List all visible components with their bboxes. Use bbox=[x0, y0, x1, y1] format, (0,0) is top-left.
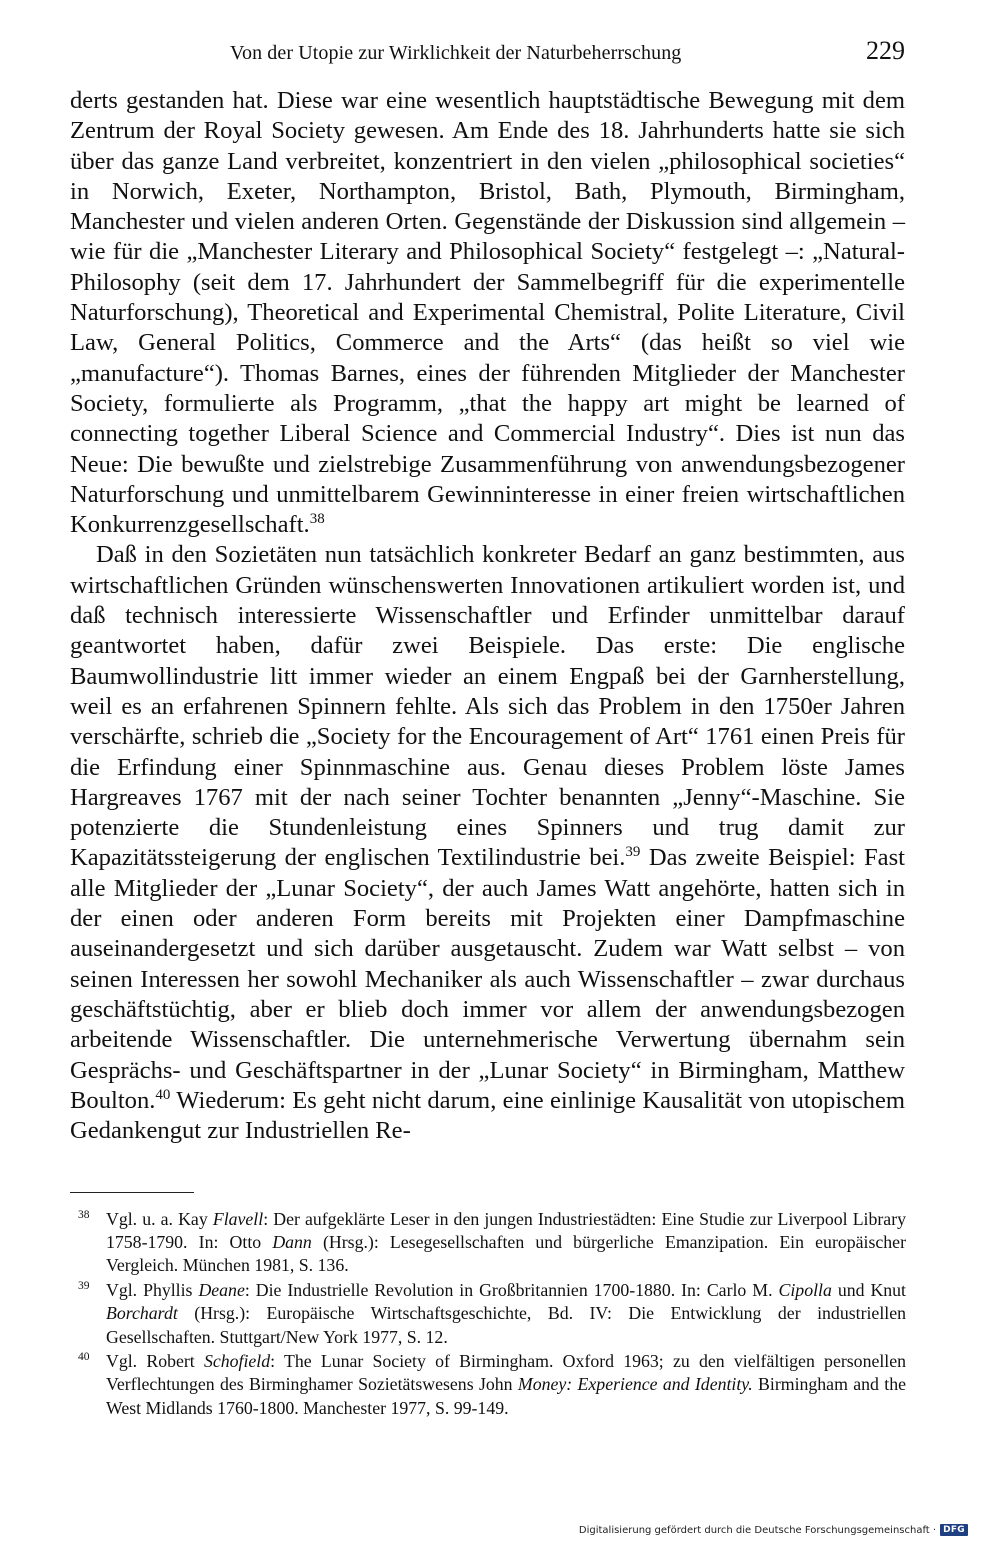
footnote-40 bbox=[70, 1350, 906, 1420]
digitization-text: Digitalisierung gefördert durch die Deutsche Forschungsgemeinschaft · bbox=[578, 1524, 937, 1536]
paragraph-2 bbox=[70, 540, 905, 1146]
author-name: Borchardt bbox=[106, 1303, 178, 1324]
footnote-text: : Die Industrielle Revolution in Großbritannien 1700-1880. In: Carlo M. bbox=[244, 1280, 779, 1301]
footnote-number: 39 bbox=[78, 1280, 90, 1293]
footnote-text: : Der aufgeklärte Leser in den jungen Industriestädten: Eine Studie zur Liverpool Library 1758-1790. In: Otto bbox=[106, 1209, 907, 1253]
book-title: Money: Experience and Identity. bbox=[517, 1374, 753, 1395]
footnote-text: : The Lunar Society of Birmingham. Oxford 1963; zu den vielfältigen personellen Verflechtungen des Birminghamer Sozietätswesens John bbox=[106, 1351, 907, 1395]
footnote-text: (Hrsg.): Lesegesellschaften und bürgerliche Emanzipation. Ein europäischer Vergleich. München 1981, S. 136. bbox=[106, 1232, 906, 1276]
footnote-text: und Knut bbox=[831, 1280, 907, 1301]
footnote-text: Vgl. Phyllis bbox=[106, 1280, 199, 1301]
footnote-ref-39[interactable]: 39 bbox=[625, 844, 641, 861]
author-name: Cipolla bbox=[778, 1280, 832, 1301]
footnote-ref-38[interactable]: 38 bbox=[309, 511, 325, 528]
footnote-38 bbox=[70, 1208, 906, 1278]
paragraph-2-text-a: Daß in den Sozietäten nun tatsächlich konkreter Bedarf an ganz bestimmten, aus wirtschaftlichen Gründen wünschenswerten Innovationen artikuliert worden ist, und daß technisch interessierte Wissenschaftler und Erfinder unmittelbar darauf geantwortet haben, dafür zwei Beispiele. Das erste: Die englische Baumwollindustrie litt immer wieder an einem Engpaß bei der Garnherstellung, weil es an erfahrenen Spinnern fehlte. Als sich das Problem in den 1750er Jahren verschärfte, schrieb die „Society for the Encouragement of Art“ 1761 einen Preis für die Erfindung einer Spinnmaschine aus. Genau dieses Problem löste James Hargreaves 1767 mit der nach seiner Tochter benannten „Jenny“-Maschine. Sie potenzierte die Stundenleistung eines Spinners und trug damit zur Kapazitätssteigerung der englischen Textilindustrie bei. bbox=[70, 541, 905, 872]
running-head bbox=[70, 36, 905, 72]
footnote-number: 40 bbox=[78, 1351, 90, 1364]
footnote-text: Birmingham and the West Midlands 1760-1800. Manchester 1977, S. 99-149. bbox=[106, 1374, 907, 1418]
footnote-text: (Hrsg.): Europäische Wirtschaftsgeschichte, Bd. IV: Die Entwicklung der industriellen Gesellschaften. Stuttgart/New York 1977, S. 12. bbox=[106, 1303, 906, 1347]
body-text bbox=[70, 86, 905, 1146]
dfg-logo-icon: DFG bbox=[940, 1524, 968, 1536]
footnote-text: Vgl. Robert bbox=[106, 1351, 204, 1372]
running-title: Von der Utopie zur Wirklichkeit der Naturbeherrschung bbox=[230, 42, 682, 64]
footnote-text: Vgl. u. a. Kay bbox=[106, 1209, 213, 1229]
author-name: Schofield bbox=[203, 1351, 271, 1372]
author-name: Flavell bbox=[212, 1209, 264, 1229]
footnote-number: 38 bbox=[78, 1209, 90, 1221]
footnote-divider bbox=[70, 1192, 194, 1193]
page-number: 229 bbox=[866, 36, 905, 65]
footnote-39 bbox=[70, 1279, 906, 1349]
paragraph-1-text: derts gestanden hat. Diese war eine wesentlich hauptstädtische Bewegung mit dem Zentrum der Royal Society gewesen. Am Ende des 18. Jahrhunderts hatte sie sich über das ganze Land verbreitet, konzentriert in den vielen „philosophical societies“ in Norwich, Exeter, Northampton, Bristol, Bath, Plymouth, Birmingham, Manchester und vielen anderen Orten. Gegenstände der Diskussion sind allgemein – wie für die „Manchester Literary and Philosophical Society“ festgelegt –: „Natural-Philosophy (seit dem 17. Jahrhundert der Sammelbegriff für die experimentelle Naturforschung), Theoretical and Experimental Chemistral, Polite Literature, Civil Law, General Politics, Commerce and the Arts“ (das heißt so viel wie „manufacture“). Thomas Barnes, eines der führenden Mitglieder der Manchester Society, formulierte als Programm, „that the happy art might be learned of connecting together Liberal Science and Commercial Industry“. Dies ist nun das Neue: Die bewußte und zielstrebige Zusammenführung von anwendungsbezogener Naturforschung und unmittelbarem Gewinninteresse in einer freien wirtschaftlichen Konkurrenzgesellschaft. bbox=[70, 87, 905, 539]
paragraph-2-text-c: Wiederum: Es geht nicht darum, eine einlinige Kausalität von utopischem Gedankengut zur Industriellen Re- bbox=[70, 1086, 905, 1145]
paragraph-2-text-b: Das zweite Beispiel: Fast alle Mitglieder der „Lunar Society“, der auch James Watt angehörte, hatten sich in der einen oder anderen Form bereits mit Projekten einer Dampfmaschine auseinandergesetzt und sich darüber ausgetauscht. Zudem war Watt selbst – von seinen Interessen her sowohl Mechaniker als auch Wissenschaftler – zwar durchaus geschäftstüchtig, aber er blieb doch immer vor allem der anwendungsbezogen arbeitende Wissenschaftler. Die unternehmerische Verwertung übernahm sein Gesprächs- und Geschäftspartner in der „Lunar Society“ in Birmingham, Matthew Boulton. bbox=[70, 844, 905, 1114]
paragraph-1 bbox=[70, 86, 905, 540]
author-name: Dann bbox=[272, 1232, 312, 1253]
author-name: Deane bbox=[198, 1280, 245, 1301]
footnote-ref-40[interactable]: 40 bbox=[155, 1086, 171, 1103]
footnotes bbox=[70, 1208, 906, 1421]
digitization-note bbox=[579, 1522, 968, 1538]
